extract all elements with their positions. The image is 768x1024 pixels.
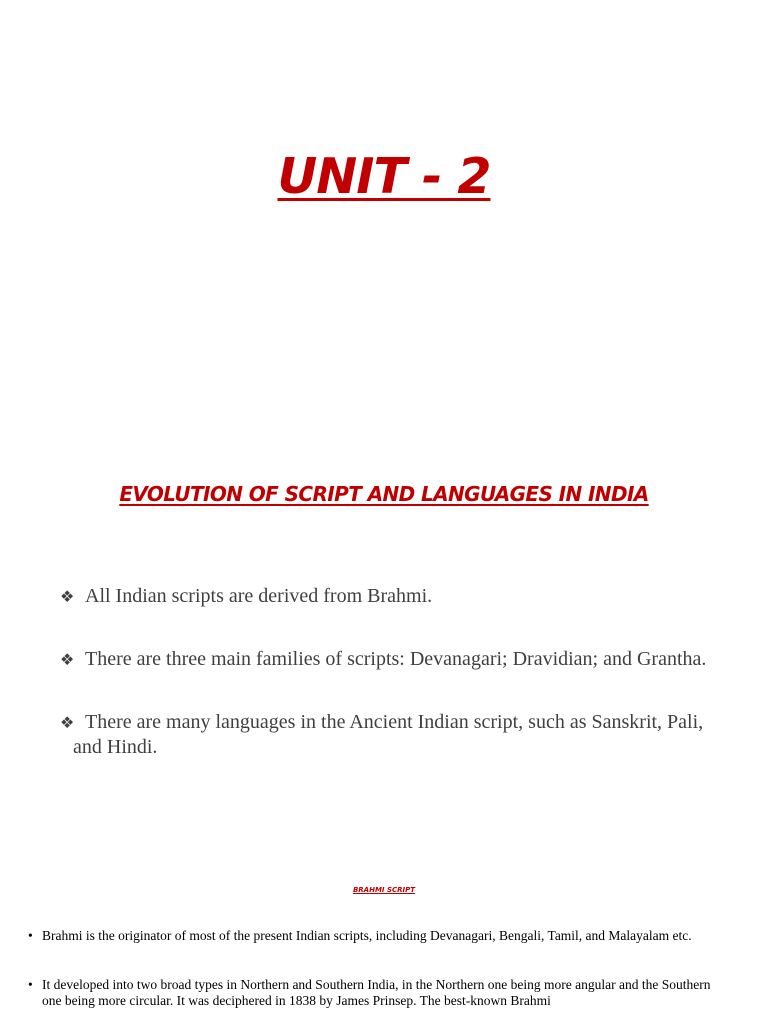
unit-title: UNIT - 2 [277, 148, 491, 205]
detail-text: Brahmi is the originator of most of the present Indian scripts, including Devanagari, Bengali, Tamil, and Malayalam etc. [42, 928, 692, 943]
key-point [60, 584, 720, 609]
diamond-bullet-icon: ❖ [60, 587, 75, 606]
bullet-dot-icon: • [28, 928, 33, 943]
diamond-bullet-icon: ❖ [60, 650, 75, 669]
key-point-text: All Indian scripts are derived from Brahmi. [85, 585, 433, 607]
key-point-text: There are three main families of scripts: Devanagari; Dravidian; and Grantha. [85, 648, 707, 670]
key-point-text: There are many languages in the Ancient Indian script, such as Sanskrit, Pali, and Hindi. [73, 711, 704, 758]
detail-item [28, 977, 728, 1009]
brahmi-script-heading: BRAHMI SCRIPT [352, 886, 416, 894]
key-point [60, 647, 720, 672]
detail-text: It developed into two broad types in Northern and Southern India, in the Northern one being more angular and the Southern one being more circular. It was deciphered in 1838 by James Prinsep. The best-known Brahmi [42, 977, 711, 1008]
section-title: EVOLUTION OF SCRIPT AND LANGUAGES IN INDIA [119, 482, 649, 506]
key-points-list [60, 584, 720, 798]
detail-item [28, 928, 728, 944]
bullet-dot-icon: • [28, 977, 33, 992]
brahmi-details-list [28, 928, 728, 1024]
key-point [60, 710, 720, 760]
diamond-bullet-icon: ❖ [60, 713, 75, 732]
